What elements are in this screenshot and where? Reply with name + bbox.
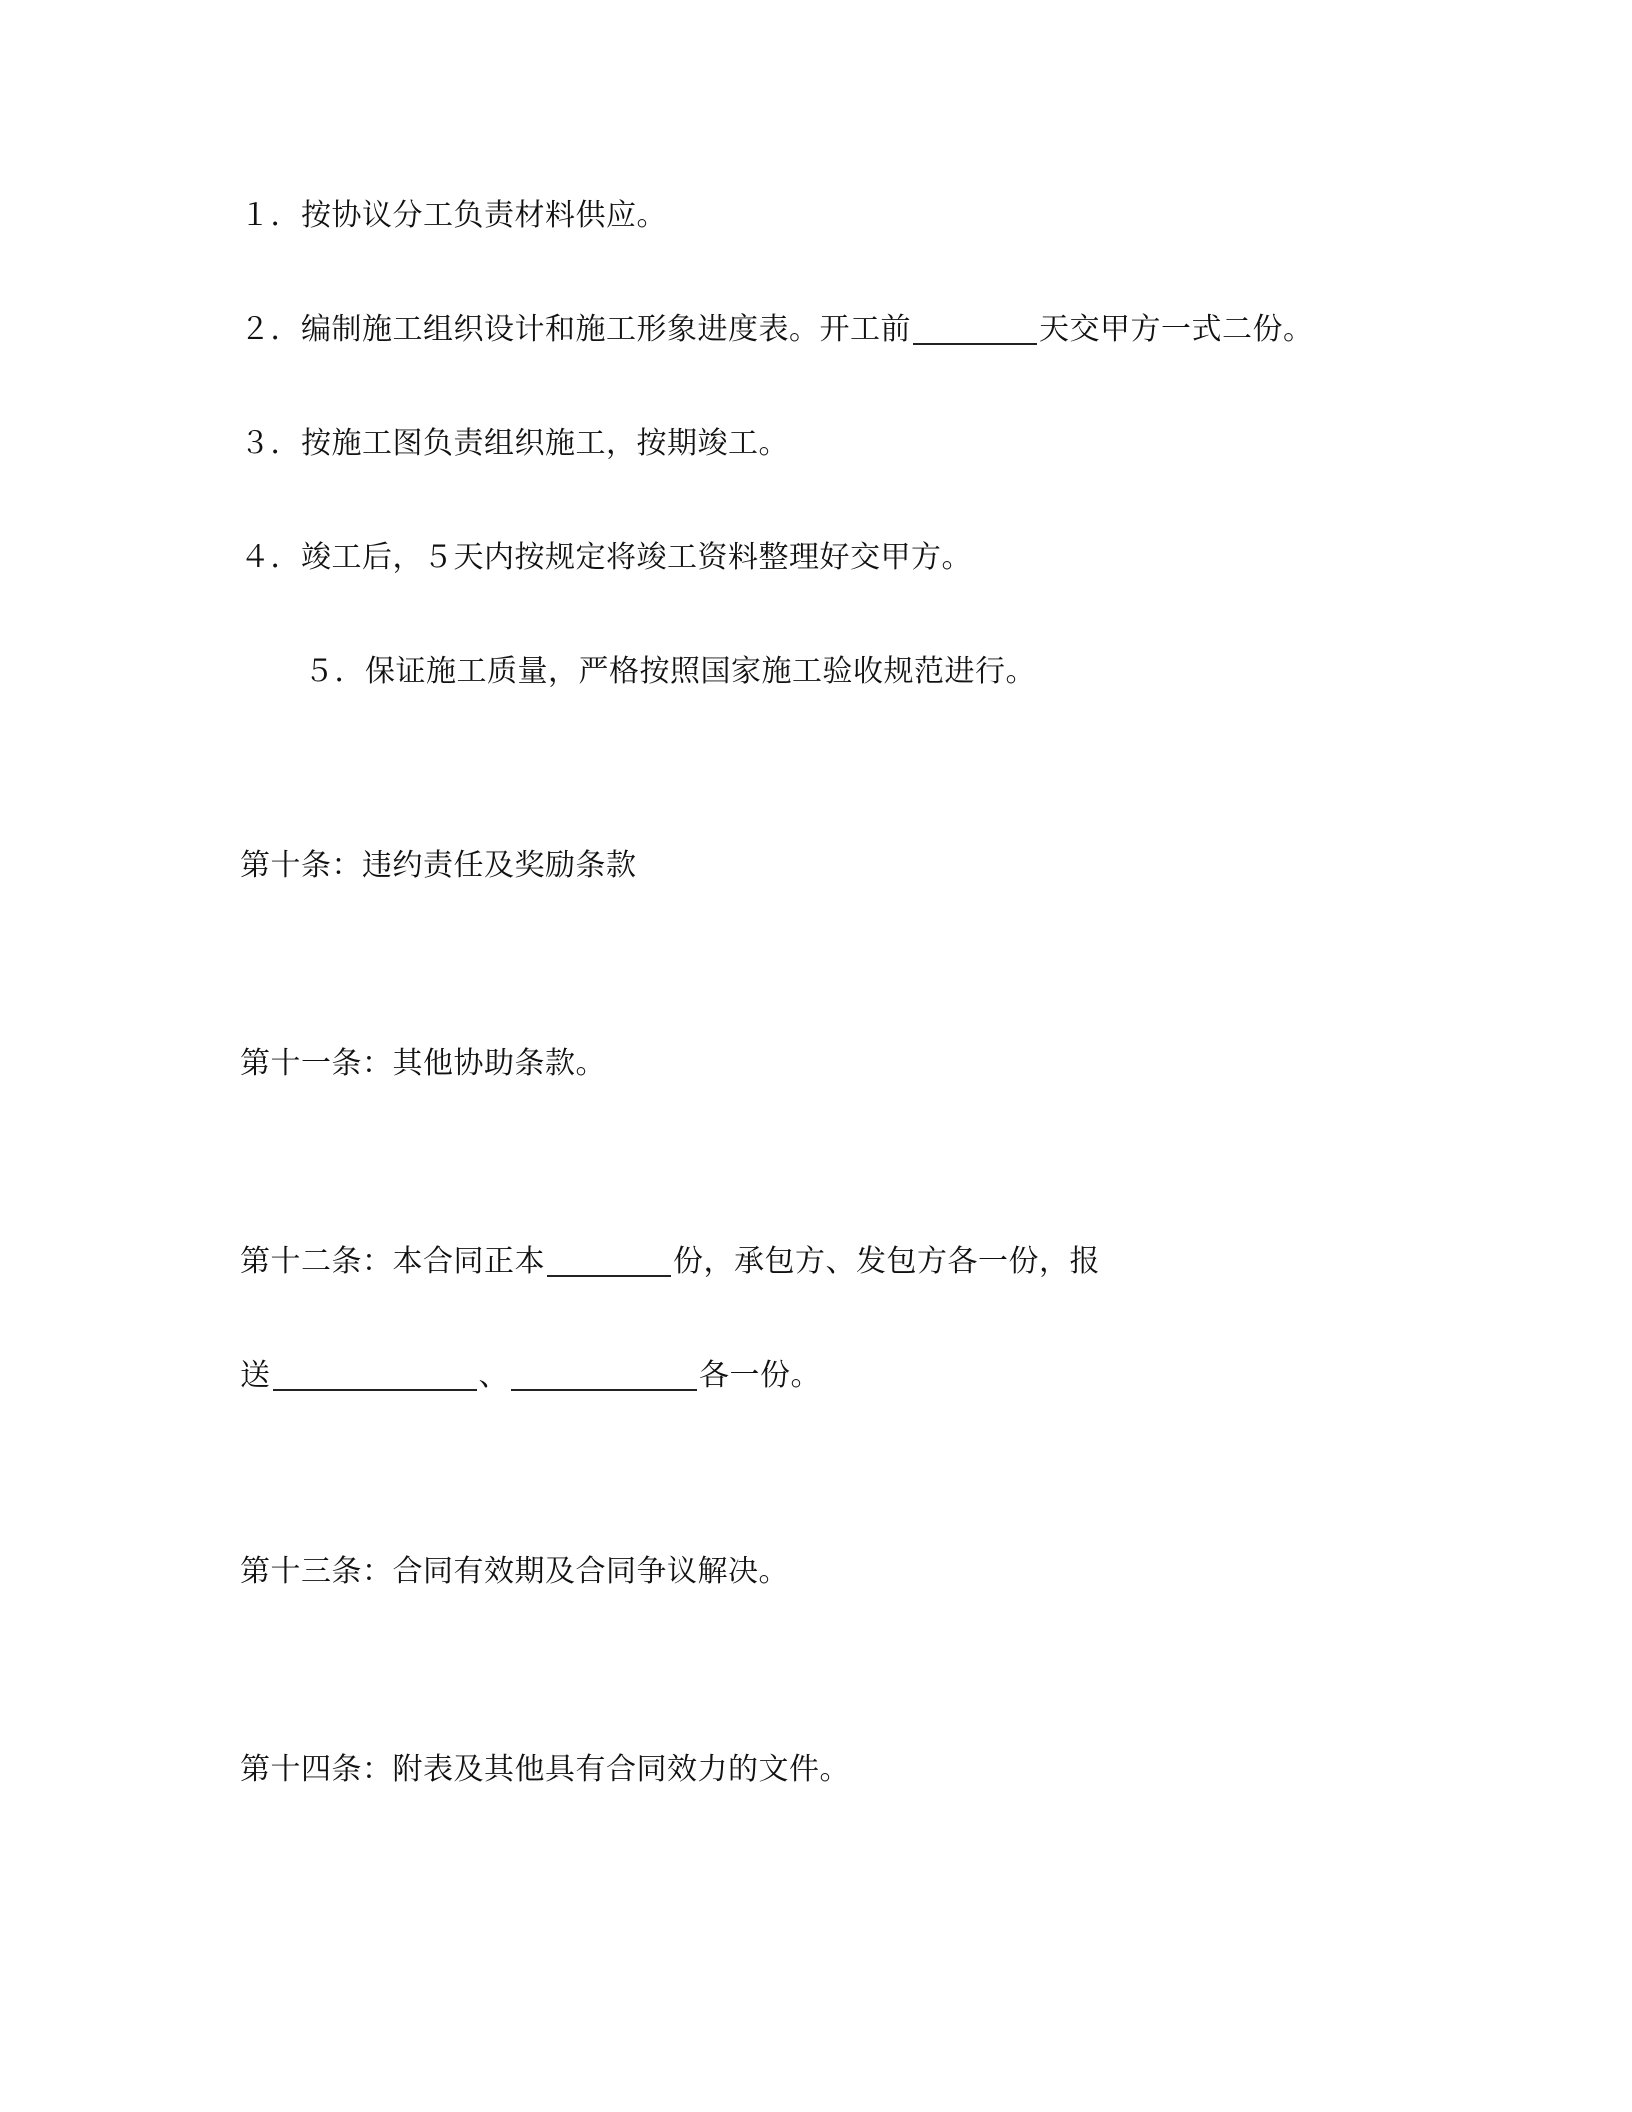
duty-item-number: １． (240, 198, 301, 233)
duty-item-2 (240, 310, 1314, 350)
duty-item-number: ５． (304, 654, 365, 689)
duty-item-text: 保证施工质量，严格按照国家施工验收规范进行。 (365, 654, 1036, 689)
fill-in-blank (547, 1245, 671, 1277)
article-12-text-continued: 份，承包方、发包方各一份，报 (673, 1244, 1100, 1279)
article-12-separator: 、 (478, 1358, 509, 1393)
fill-in-blank (913, 313, 1037, 345)
duty-item-3 (240, 424, 789, 464)
article-12-line-2-start: 送 (240, 1358, 271, 1393)
article-12-line-2 (240, 1356, 821, 1396)
fill-in-blank (511, 1359, 697, 1391)
article-12-line-1 (240, 1242, 1100, 1282)
duty-item-number: ４． (240, 540, 301, 575)
article-12-line-2-end: 各一份。 (699, 1358, 821, 1393)
article-13: 第十三条：合同有效期及合同争议解决。 (240, 1554, 789, 1589)
duty-item-4 (240, 538, 972, 578)
duty-item-text: 竣工后，５天内按规定将竣工资料整理好交甲方。 (301, 540, 972, 575)
duty-item-5 (304, 652, 1036, 692)
duty-item-1 (240, 196, 667, 236)
duty-item-text: 按施工图负责组织施工，按期竣工。 (301, 426, 789, 461)
duty-item-number: ３． (240, 426, 301, 461)
duty-item-text: 按协议分工负责材料供应。 (301, 198, 667, 233)
article-10: 第十条：违约责任及奖励条款 (240, 848, 637, 883)
duty-item-text-continued: 天交甲方一式二份。 (1039, 312, 1314, 347)
article-14: 第十四条：附表及其他具有合同效力的文件。 (240, 1752, 850, 1787)
article-11: 第十一条：其他协助条款。 (240, 1046, 606, 1081)
duty-item-text: 编制施工组织设计和施工形象进度表。开工前 (301, 312, 911, 347)
article-12-text: 第十二条：本合同正本 (240, 1244, 545, 1279)
fill-in-blank (273, 1359, 477, 1391)
duty-item-number: ２． (240, 312, 301, 347)
